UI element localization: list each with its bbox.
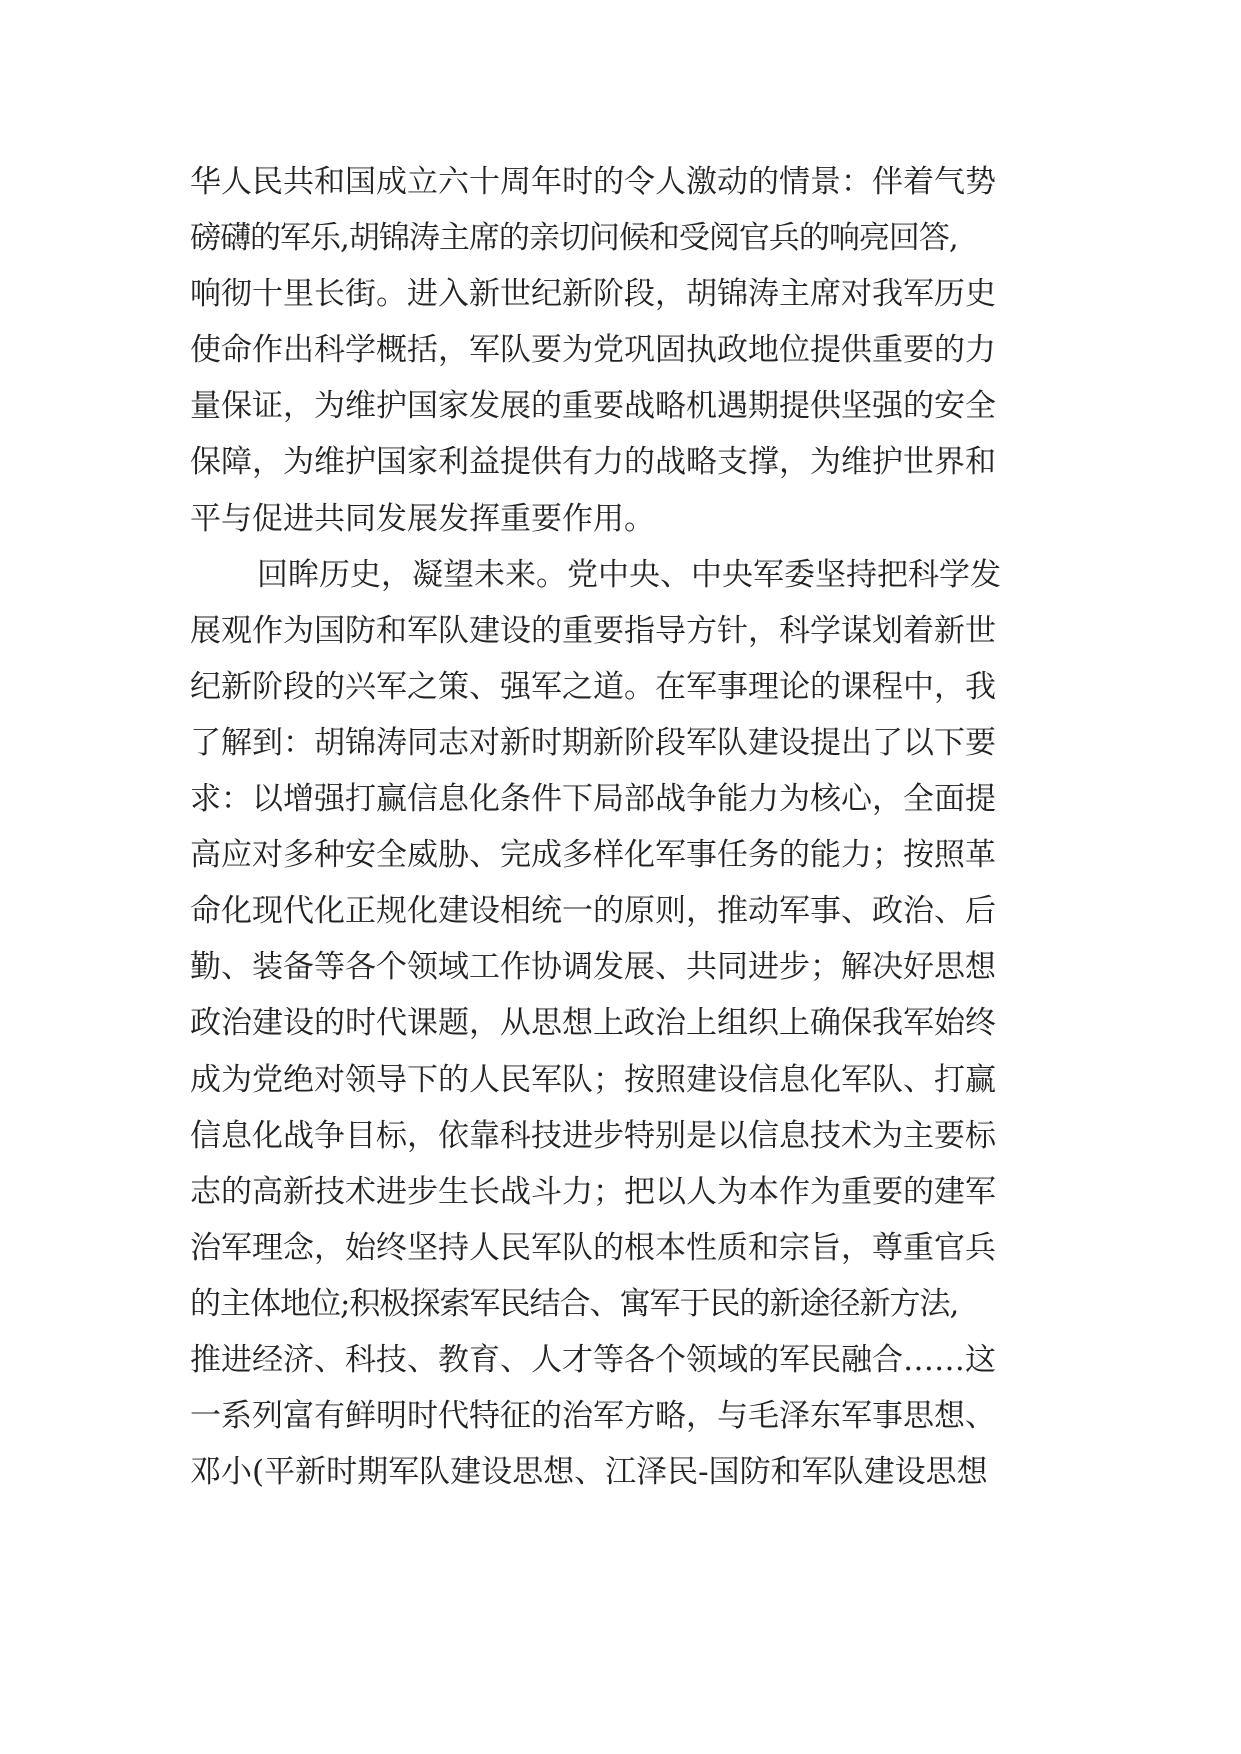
text-line-18: 信息化战争目标，依靠科技进步特别是以信息技术为主要标 <box>190 1117 996 1154</box>
text-line-10: 纪新阶段的兴军之策、强军之道。在军事理论的课程中，我 <box>190 668 996 705</box>
text-line-12: 求：以增强打赢信息化条件下局部战争能力为核心，全面提 <box>190 781 996 818</box>
text-line-21: 的主体地位;积极探索军民结合、寓军于民的新途径新方法, <box>190 1285 959 1322</box>
text-line-3: 响彻十里长街。进入新世纪新阶段，胡锦涛主席对我军历史 <box>190 276 996 313</box>
text-line-6: 保障，为维护国家利益提供有力的战略支撑，为维护世界和 <box>190 444 996 481</box>
text-line-17: 成为党绝对领导下的人民军队；按照建设信息化军队、打赢 <box>190 1061 996 1098</box>
text-line-22: 推进经济、科技、教育、人才等各个领域的军民融合……这 <box>190 1341 996 1378</box>
text-line-24: 邓小(平新时期军队建设思想、江泽民-国防和军队建设思想 <box>190 1454 988 1491</box>
text-line-16: 政治建设的时代课题，从思想上政治上组织上确保我军始终 <box>190 1005 996 1042</box>
text-line-20: 治军理念，始终坚持人民军队的根本性质和宗旨，尊重官兵 <box>190 1229 996 1266</box>
text-line-14: 命化现代化正规化建设相统一的原则，推动军事、政治、后 <box>190 893 996 930</box>
text-line-9: 展观作为国防和军队建设的重要指导方针，科学谋划着新世 <box>190 612 996 649</box>
text-line-7: 平与促进共同发展发挥重要作用。 <box>190 500 655 537</box>
body-text <box>190 154 1090 1500</box>
text-line-15: 勤、装备等各个领域工作协调发展、共同进步；解决好思想 <box>190 949 996 986</box>
text-line-2: 磅礴的军乐,胡锦涛主席的亲切问候和受阅官兵的响亮回答, <box>190 220 958 257</box>
text-line-11: 了解到：胡锦涛同志对新时期新阶段军队建设提出了以下要 <box>190 724 996 761</box>
text-line-13: 高应对多种安全威胁、完成多样化军事任务的能力；按照革 <box>190 837 996 874</box>
text-line-5: 量保证，为维护国家发展的重要战略机遇期提供坚强的安全 <box>190 388 996 425</box>
text-line-4: 使命作出科学概括，军队要为党巩固执政地位提供重要的力 <box>190 332 996 369</box>
text-line-19: 志的高新技术进步生长战斗力；把以人为本作为重要的建军 <box>190 1173 996 1210</box>
text-line-8-paragraph-start: 回眸历史，凝望未来。党中央、中央军委坚持把科学发 <box>257 556 1001 593</box>
text-line-23: 一系列富有鲜明时代特征的治军方略，与毛泽东军事思想、 <box>190 1398 996 1435</box>
text-line-1: 华人民共和国成立六十周年时的令人激动的情景：伴着气势 <box>190 164 996 200</box>
